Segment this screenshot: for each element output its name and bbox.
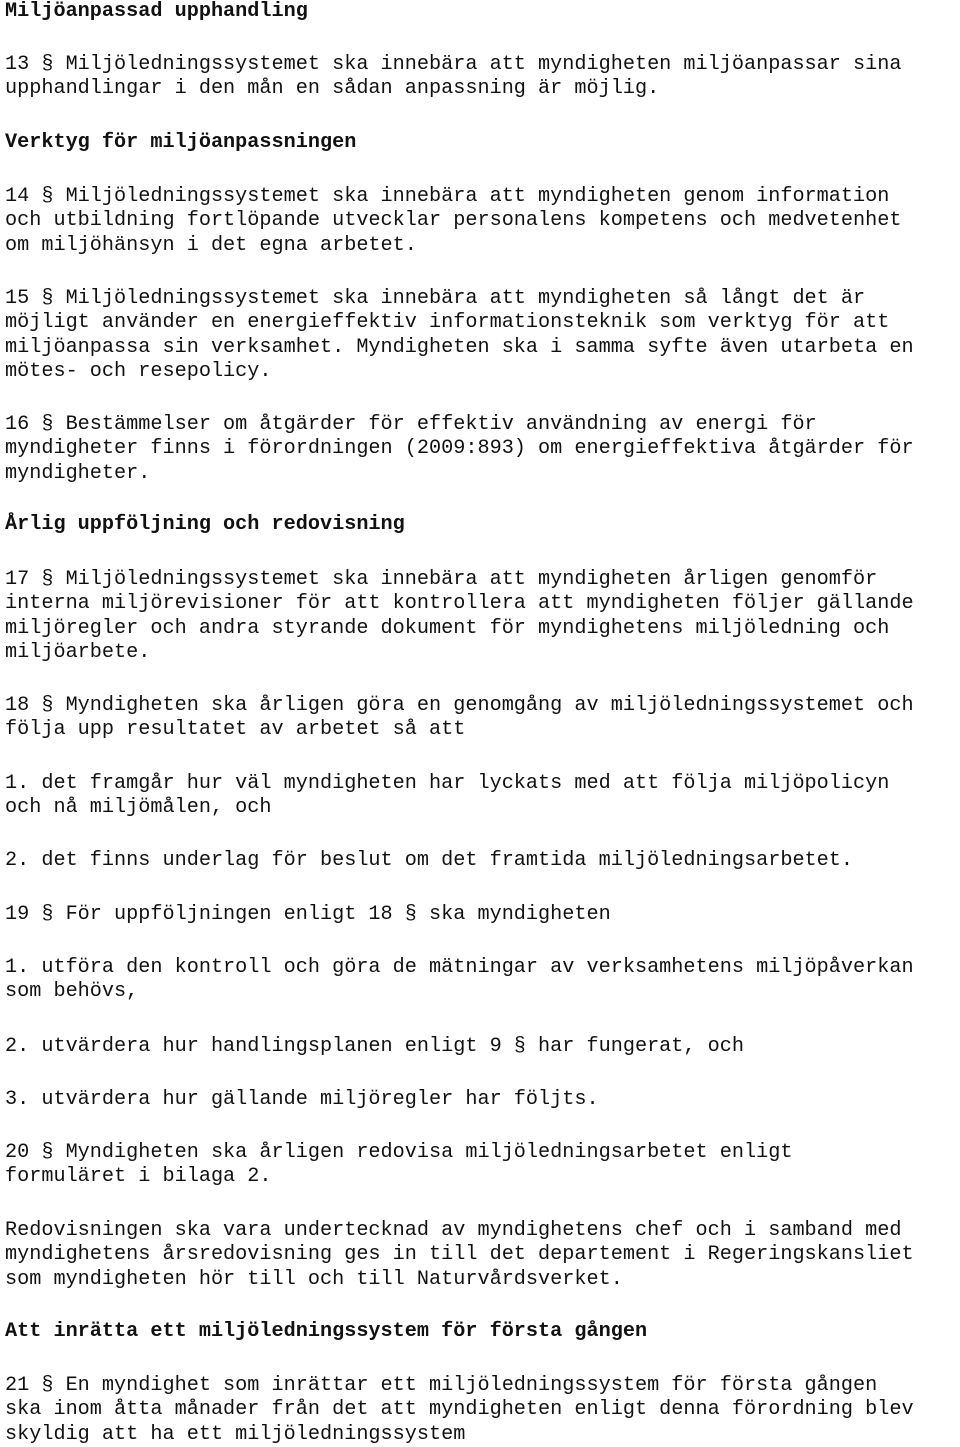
list-item-19-1: 1. utföra den kontroll och göra de mätningar av verksamhetens miljöpåverkan som behövs, — [5, 956, 914, 1004]
list-item-18-1: 1. det framgår hur väl myndigheten har lyckats med att följa miljöpolicyn och nå miljömålen, och — [5, 772, 890, 820]
section-heading-arlig-uppfoljning: Årlig uppföljning och redovisning — [5, 513, 405, 536]
paragraph-17: 17 § Miljöledningssystemet ska innebära att myndigheten årligen genomför interna miljörevisioner för att kontrollera att myndigheten följer gällande miljöregler och andra styrande dokument för myndighetens miljöledning och miljöarbete. — [5, 568, 914, 664]
paragraph-18: 18 § Myndigheten ska årligen göra en genomgång av miljöledningssystemet och följa upp resultatet av arbetet så att — [5, 694, 914, 742]
paragraph-19: 19 § För uppföljningen enligt 18 § ska myndigheten — [5, 903, 611, 926]
list-item-19-3: 3. utvärdera hur gällande miljöregler har följts. — [5, 1088, 599, 1111]
paragraph-20: 20 § Myndigheten ska årligen redovisa miljöledningsarbetet enligt formuläret i bilaga 2. — [5, 1141, 793, 1189]
section-heading-inratta-miljoledningssystem: Att inrätta ett miljöledningssystem för första gången — [5, 1320, 648, 1343]
paragraph-14: 14 § Miljöledningssystemet ska innebära att myndigheten genom information och utbildning fortlöpande utvecklar personalens kompetens och medvetenhet om miljöhänsyn i det egna arbetet. — [5, 185, 902, 257]
section-heading-verktyg: Verktyg för miljöanpassningen — [5, 131, 357, 154]
paragraph-13: 13 § Miljöledningssystemet ska innebära att myndigheten miljöanpassar sina upphandlingar i den mån en sådan anpassning är möjlig. — [5, 53, 902, 101]
paragraph-21: 21 § En myndighet som inrättar ett miljöledningssystem för första gången ska inom åtta månader från det att myndigheten enligt denna förordning blev skyldig att ha ett miljöledningssystem — [5, 1374, 914, 1446]
section-heading-miljoanpassad-upphandling: Miljöanpassad upphandling — [5, 0, 308, 23]
paragraph-20-redovisning: Redovisningen ska vara undertecknad av myndighetens chef och i samband med myndighetens årsredovisning ges in till det departement i Regeringskansliet som myndigheten hör till och till Naturvårdsverket. — [5, 1219, 914, 1291]
list-item-18-2: 2. det finns underlag för beslut om det framtida miljöledningsarbetet. — [5, 849, 854, 872]
paragraph-15: 15 § Miljöledningssystemet ska innebära att myndigheten så långt det är möjligt använder en energieffektiv informationsteknik som verktyg för att miljöanpassa sin verksamhet. Myndigheten ska i samma syfte även utarbeta en mötes- och resepolicy. — [5, 287, 914, 383]
paragraph-16: 16 § Bestämmelser om åtgärder för effektiv användning av energi för myndigheter finns i förordningen (2009:893) om energieffektiva åtgärder för myndigheter. — [5, 413, 914, 485]
list-item-19-2: 2. utvärdera hur handlingsplanen enligt 9 § har fungerat, och — [5, 1035, 744, 1058]
